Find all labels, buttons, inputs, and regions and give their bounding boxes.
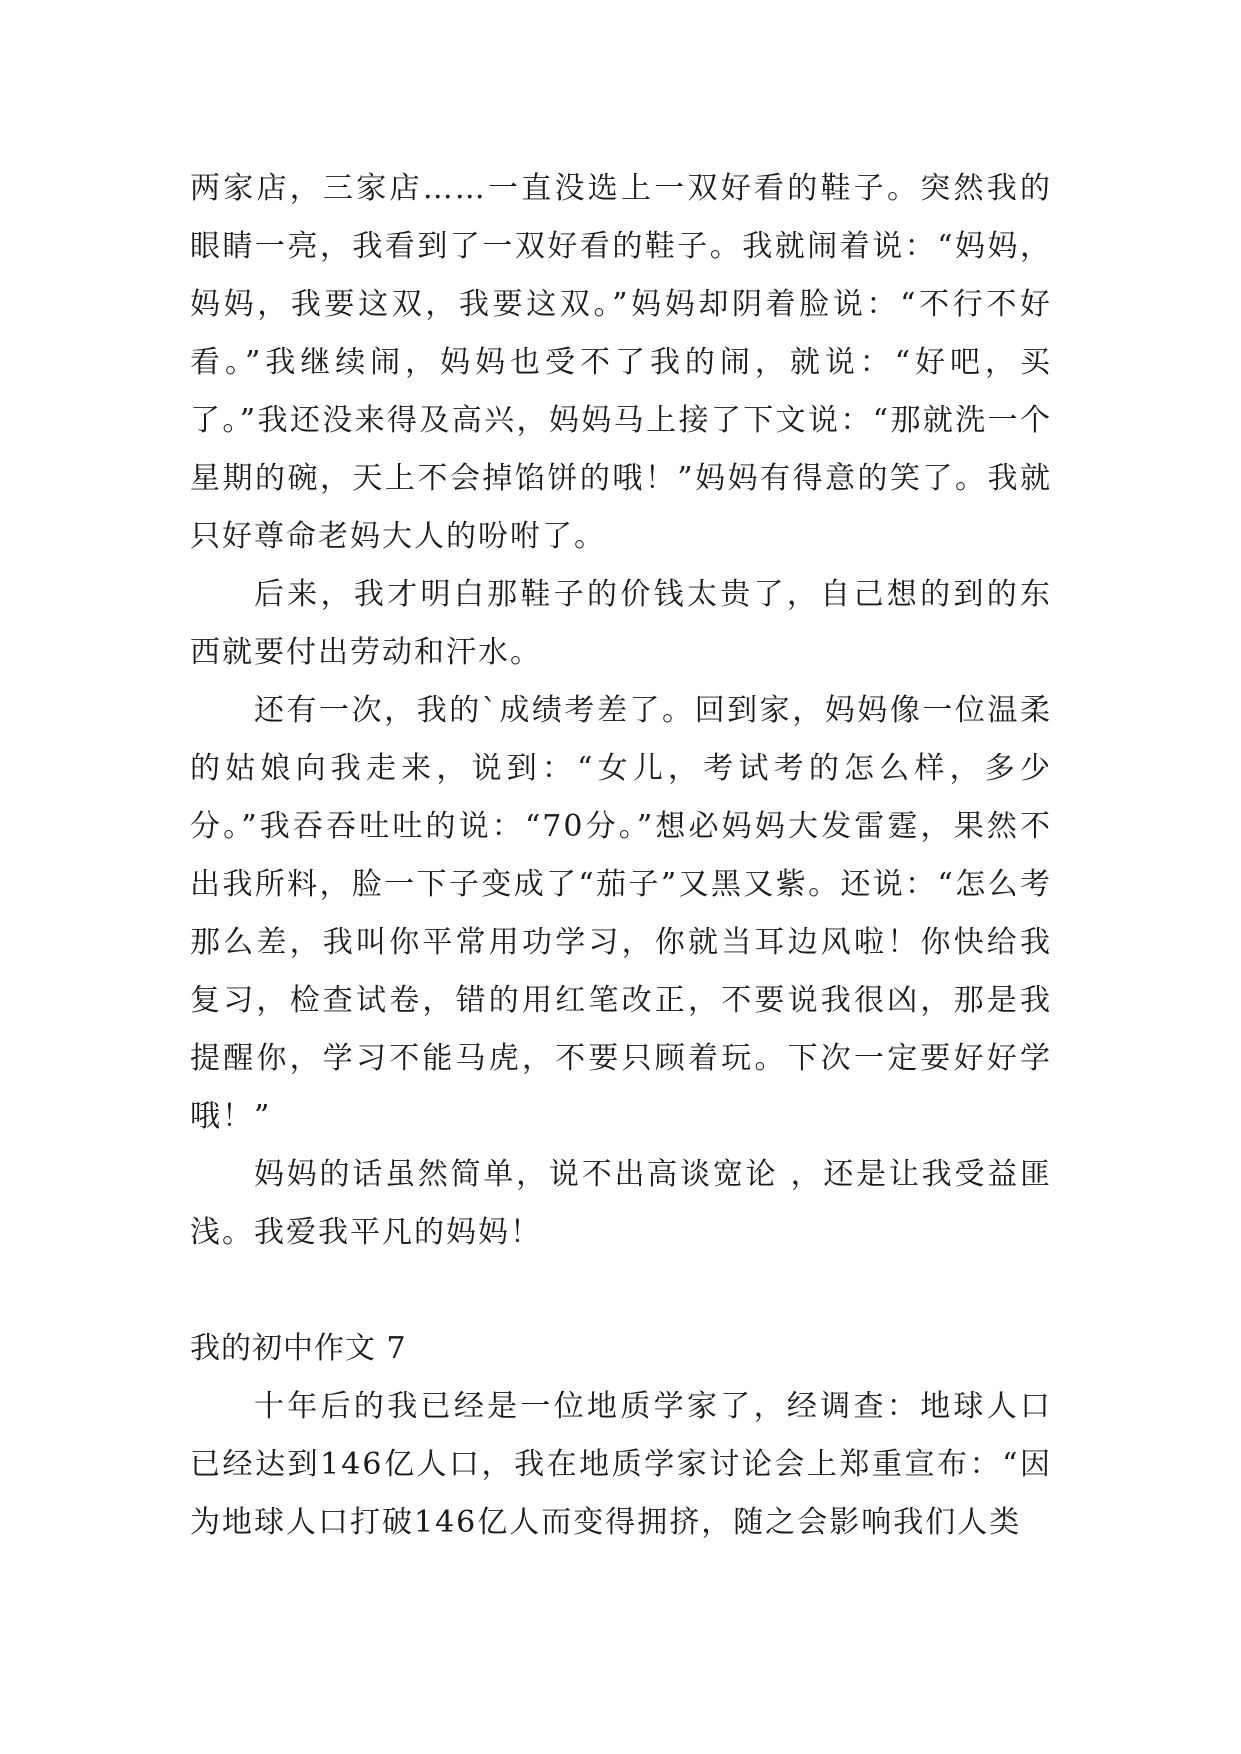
paragraph-conclusion: 妈妈的话虽然简单，说不出高谈宽论 ，还是让我受益匪浅。我爱我平凡的妈妈！ — [190, 1157, 1052, 1250]
section-title: 我的初中作文 7 — [190, 1331, 407, 1366]
paragraph-geologist-story: 十年后的我已经是一位地质学家了，经调查：地球人口已经达到146亿人口，我在地质学家讨论会上郑重宣布：“因为地球人口打破146亿人而变得拥挤，随之会影响我们人类 — [190, 1389, 1052, 1540]
document-body — [190, 160, 1052, 1552]
paragraph-exam-story: 还有一次，我的`成绩考差了。回到家，妈妈像一位温柔的姑娘向我走来，说到：“女儿，考试考的怎么样，多少分。”我吞吞吐吐的说：“70分。”想必妈妈大发雷霆，果然不出我所料，脸一下子变成了“茄子”又黑又紫。还说：“怎么考那么差，我叫你平常用功学习，你就当耳边风啦！你快给我复习，检查试卷，错的用红笔改正，不要说我很凶，那是我提醒你，学习不能马虎，不要只顾着玩。下次一定要好好学哦！” — [190, 693, 1052, 1134]
paragraph-lesson-learned: 后来，我才明白那鞋子的价钱太贵了，自己想的到的东西就要付出劳动和汗水。 — [190, 577, 1052, 670]
paragraph-shoe-shopping: 两家店，三家店……一直没选上一双好看的鞋子。突然我的眼睛一亮，我看到了一双好看的鞋子。我就闹着说：“妈妈，妈妈，我要这双，我要这双。”妈妈却阴着脸说：“不行不好看。”我继续闹，妈妈也受不了我的闹，就说：“好吧，买了。”我还没来得及高兴，妈妈马上接了下文说：“那就洗一个星期的碗，天上不会掉馅饼的哦！”妈妈有得意的笑了。我就只好尊命老妈大人的吩咐了。 — [190, 171, 1052, 554]
